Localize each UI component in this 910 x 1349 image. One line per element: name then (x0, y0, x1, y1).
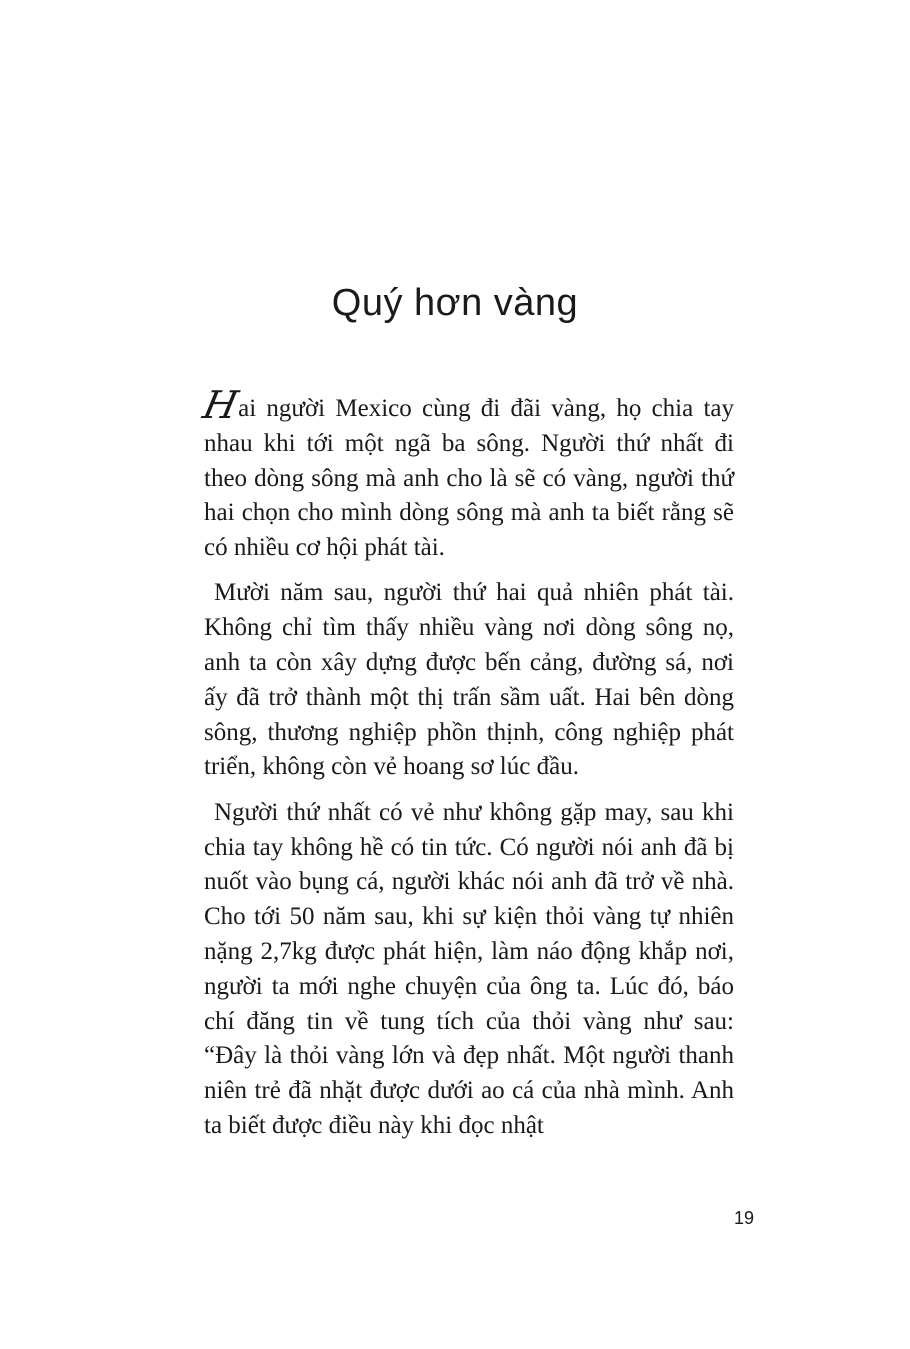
paragraph-3: Người thứ nhất có vẻ như không gặp may, sau khi chia tay không hề có tin tức. Có người nói anh đã bị nuốt vào bụng cá, người khác nói anh đã trở về nhà. Cho tới 50 năm sau, khi sự kiện thỏi vàng tự nhiên nặng 2,7kg được phát hiện, làm náo động khắp nơi, người ta mới nghe chuyện của ông ta. Lúc đó, báo chí đăng tin về tung tích của thỏi vàng như sau: “Đây là thỏi vàng lớn và đẹp nhất. Một người thanh niên trẻ đã nhặt được dưới ao cá của nhà mình. Anh ta biết được điều này khi đọc nhật (204, 798, 734, 1139)
chapter-title: Quý hơn vàng (331, 282, 579, 324)
paragraph-1-text: ai người Mexico cùng đi đãi vàng, họ chia tay nhau khi tới một ngã ba sông. Người thứ nhất đi theo dòng sông mà anh cho là sẽ có vàng, người thứ hai chọn cho mình dòng sông mà anh ta biết rằng sẽ có nhiều cơ hội phát tài. (204, 395, 734, 562)
story-body (199, 383, 734, 1154)
drop-cap-letter: H (199, 383, 242, 427)
paragraph-2: Mười năm sau, người thứ hai quả nhiên phát tài. Không chỉ tìm thấy nhiều vàng nơi dòng sông nọ, anh ta còn xây dựng được bến cảng, đường sá, nơi ấy đã trở thành một thị trấn sầm uất. Hai bên dòng sông, thương nghiệp phồn thịnh, công nghiệp phát triển, không còn vẻ hoang sơ lúc đầu. (204, 579, 734, 781)
paragraph-1 (199, 383, 734, 566)
page-number: 19 (733, 1208, 755, 1228)
